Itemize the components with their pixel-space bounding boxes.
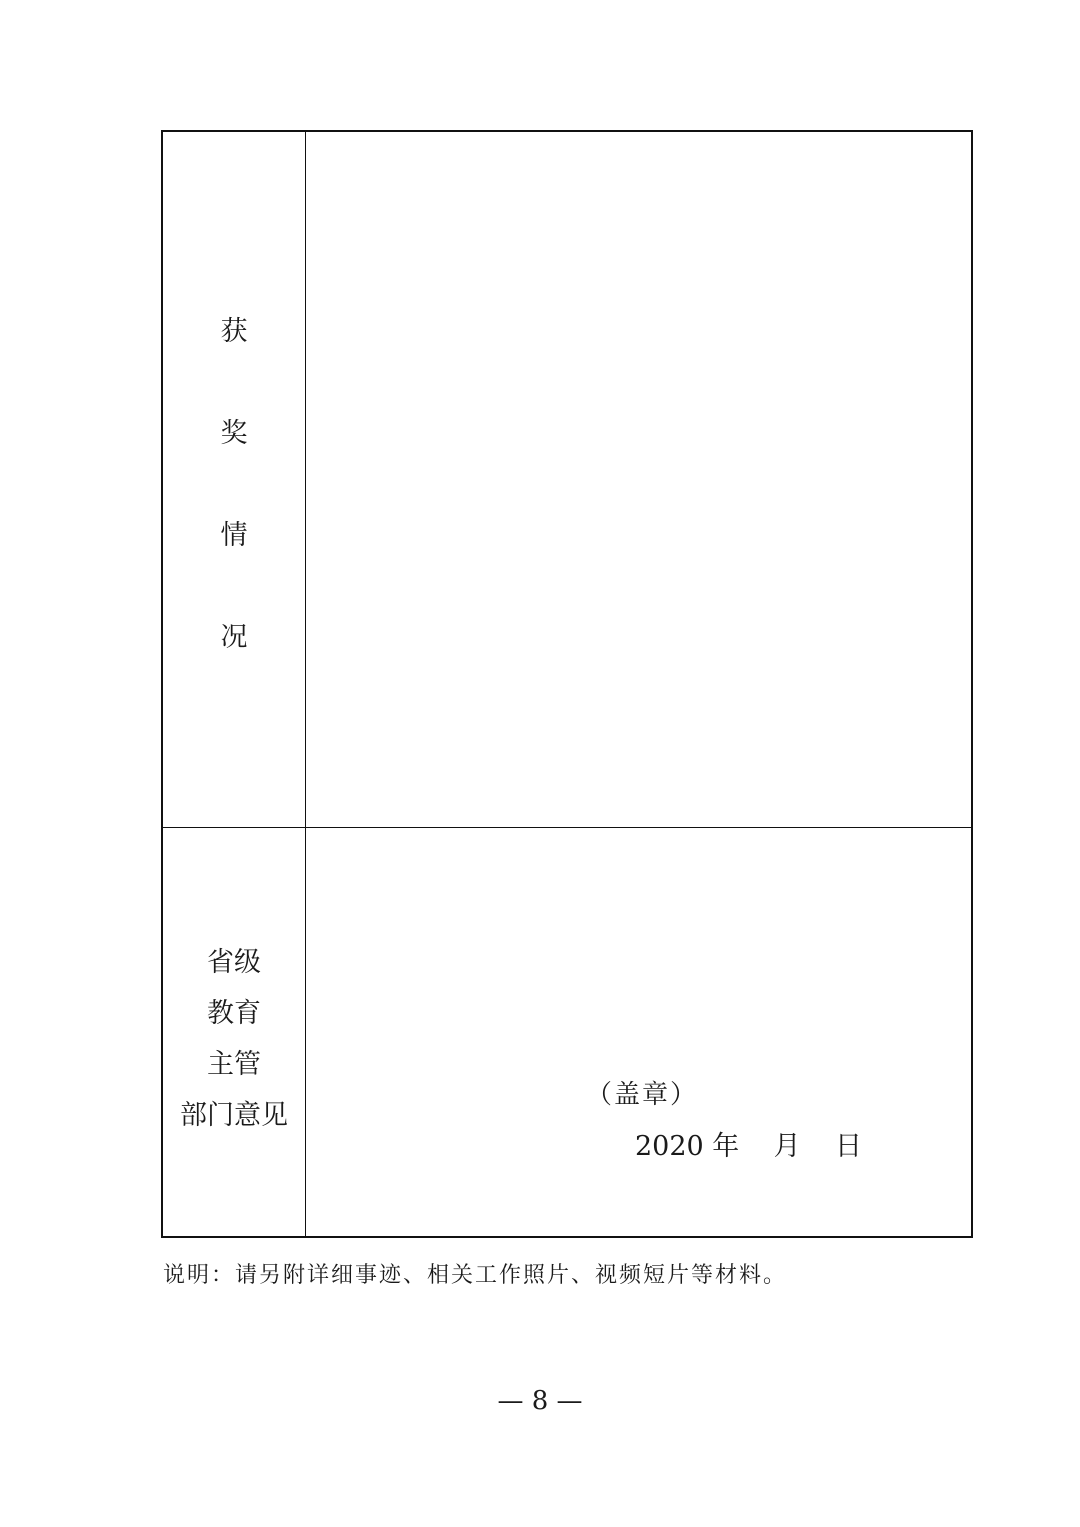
date-line: 2020 年 月 日 bbox=[635, 1131, 862, 1162]
opinion-label-line-3: 主管 bbox=[207, 1049, 261, 1080]
footnote: 说明：请另附详细事迹、相关工作照片、视频短片等材料。 bbox=[163, 1263, 788, 1288]
column-divider bbox=[305, 132, 306, 1236]
awards-label-char-4: 况 bbox=[220, 622, 248, 653]
opinion-label-line-4: 部门意见 bbox=[180, 1100, 288, 1131]
page-number: — 8 — bbox=[497, 1386, 583, 1416]
opinion-label-line-1: 省级 bbox=[207, 947, 261, 978]
stamp-placeholder: （盖章） bbox=[586, 1080, 699, 1110]
awards-label-char-1: 获 bbox=[220, 316, 248, 347]
awards-label-char-3: 情 bbox=[220, 520, 248, 551]
opinion-label-line-2: 教育 bbox=[207, 998, 261, 1029]
awards-label-char-2: 奖 bbox=[220, 418, 248, 449]
row-divider bbox=[163, 827, 971, 828]
application-form-table bbox=[161, 130, 973, 1238]
